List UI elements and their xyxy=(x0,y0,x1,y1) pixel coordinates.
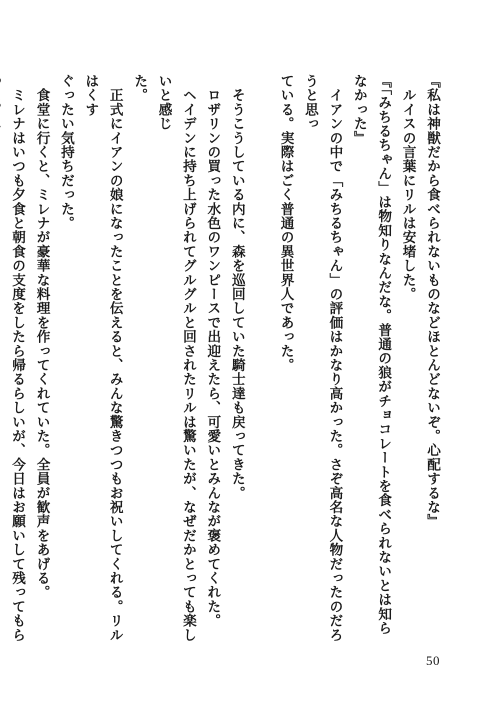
text-line: ロザリンの買った水色のワンピースで出迎えたら、可愛いとみんなが褒めてくれた。 xyxy=(204,74,221,628)
blank-line xyxy=(249,74,273,644)
text-line: ぐったい気持ちだった。 xyxy=(57,74,74,231)
text-line: 『「みちるちゃん」は物知りなんだな。普通の狼がチョコレートを食べられないとは知らなかった』 xyxy=(350,74,392,636)
text-line: そうこうしている内に、森を巡回していた騎士達も戻ってきた。 xyxy=(228,74,245,500)
page-number: 50 xyxy=(426,653,440,668)
text-line: た。 xyxy=(131,74,148,103)
text-line: ルイスの言葉にリルは安堵した。 xyxy=(399,74,416,302)
text-line: ミレナはいつも夕食と朝食の支度をしたら帰るらしいが、今日はお願いして残ってもら xyxy=(9,88,26,642)
text-line: 食堂に行くと、ミレナが豪華な料理を作ってくれていた。全員が歓声をあげる。 xyxy=(33,74,50,600)
vertical-text-body xyxy=(9,74,444,644)
text-line: ヘイデンに持ち上げられてグルグルと回されたリルは驚いたが、なぜだかとっても楽しいと感じ xyxy=(155,74,196,642)
text-line: 『私は神獣だから食べられないものなどほとんどないぞ。心配するな』 xyxy=(424,74,440,529)
text-line: イアンの中で「みちるちゃん」の評価はかなり高かった。さぞ高名な人物だったのだろうと思っ xyxy=(301,74,343,642)
text-line: 正式にイアンの娘になったことを伝えると、みんな驚きつつもお祝いしてくれる。リルはくす xyxy=(82,74,123,642)
text-line: ている。実際はごく普通の異世界人であった。 xyxy=(277,74,294,373)
